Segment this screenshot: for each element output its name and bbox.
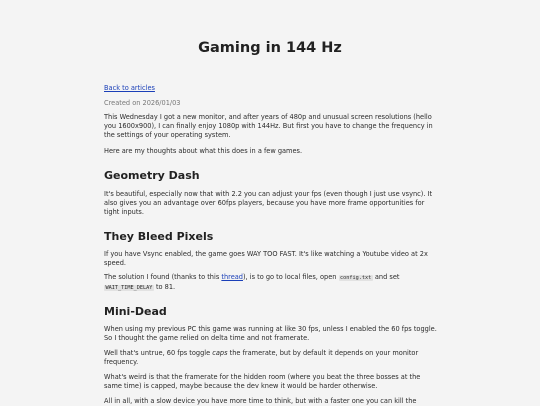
intro-paragraph-2: Here are my thoughts about what this does in a few games. [104,147,303,155]
intro-paragraph-2-block [104,147,438,156]
geometry-dash-paragraph-1: It's beautiful, especially now that with 2.2 you can adjust your fps (even though I just use vsync). It also gives you an advantage over 60fps players, because you have more frame opportunities for tight inputs. [104,190,433,217]
intro-paragraph-1: This Wednesday I got a new monitor, and after years of 480p and unusual screen resolutions (hello you 1600x900), I can finally enjoy 1080p with 144Hz. But first you have to change the frequency in the settings of your operating system. [104,113,433,140]
geometry-dash-paragraph-1-block [104,190,438,218]
page-title: Gaming in 144 Hz [198,40,342,56]
wait-time-delay-code: WAIT_TIME_DELAY [105,285,153,292]
mini-dead-paragraph-2 [104,349,438,367]
tbp-p2-text-b: ), is to go to local files, open [242,273,339,281]
they-bleed-pixels-paragraph-1-block [104,250,438,268]
caps-emphasis: caps [212,349,228,357]
created-date-row [104,99,438,108]
tbp-p2-text-c: and set [372,273,400,281]
geometry-dash-heading: Geometry Dash [104,169,200,182]
mini-dead-paragraph-1: When using my previous PC this game was running at like 30 fps, unless I enabled the 60 fps toggle. So I thought the game relied on delta time and not framerate. [104,325,437,343]
intro-paragraph-1-block [104,113,438,141]
config-file-code: config.txt [340,275,372,281]
created-date: Created on 2026/01/03 [104,99,181,107]
thread-link[interactable]: thread [221,273,243,281]
tbp-p2-text-d: to 81. [153,283,176,292]
md-p2-text-a: Well that's untrue, 60 fps toggle [104,349,213,357]
mini-dead-heading-block [104,305,438,318]
they-bleed-pixels-heading: They Bleed Pixels [104,230,214,243]
mini-dead-paragraph-3-block [104,373,438,391]
back-to-articles-link[interactable]: Back to articles [104,84,155,92]
they-bleed-pixels-paragraph-1: If you have Vsync enabled, the game goes WAY TOO FAST. It's like watching a Youtube video at 2x speed. [104,250,428,268]
tbp-p2-text-a: The solution I found (thanks to this [104,273,222,281]
they-bleed-pixels-paragraph-2-block [104,273,438,293]
mini-dead-paragraph-1-block [104,325,438,343]
they-bleed-pixels-heading-block [104,230,438,243]
md-p2-text-b: the framerate, but by default it depends on your monitor frequency. [104,349,419,367]
mini-dead-paragraph-2-block [104,349,438,367]
back-link-row [104,84,438,93]
they-bleed-pixels-paragraph-2 [104,273,438,293]
mini-dead-paragraph-4: All in all, with a slow device you have more time to think, but with a faster one you can kill the [104,397,417,405]
mini-dead-heading: Mini-Dead [104,305,167,318]
geometry-dash-heading-block [104,169,438,182]
mini-dead-paragraph-3: What's weird is that the framerate for the hidden room (where you beat the three bosses at the same time) is capped, maybe because the dev knew it would be harder otherwise. [104,373,421,391]
